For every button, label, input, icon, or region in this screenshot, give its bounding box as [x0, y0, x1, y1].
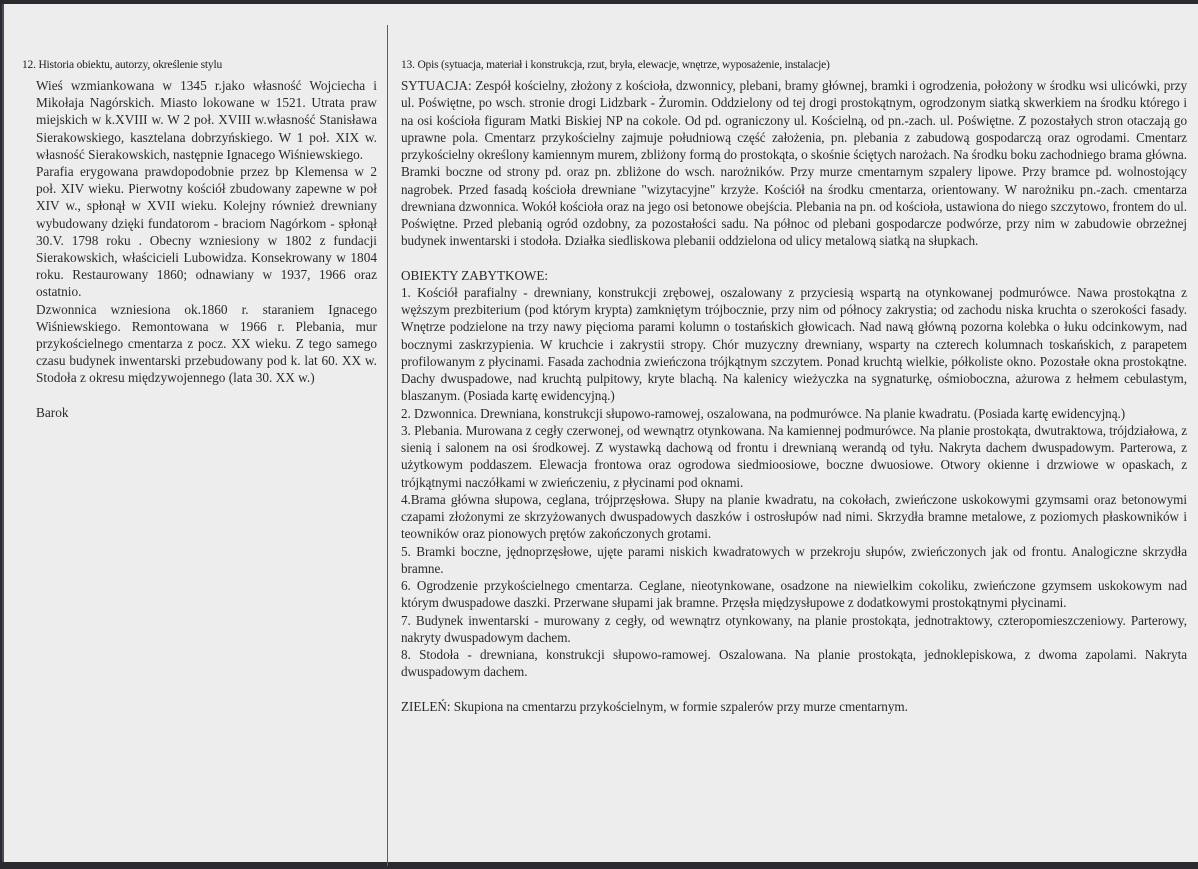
object-item: 3. Plebania. Murowana z cegły czerwonej, od wewnątrz otynkowana. Na kamiennej podmurówce. Na planie prostokąta, dwutraktowa, trójdziałowa, z sienią i salonem na osi środkowej. Z wystawką dachową od frontu i drewnianą werandą od tyłu. Nakryta dachem dwuspadowym. Parterowa, z użytkowym poddaszem. Elewacja frontowa oraz ogrodowa siedmioosiowe, boczne dwuosiowe. Otwory okienne i drzwiowe w opaskach, z trójkątnymi naczółkami w zwieńczeniu, z płycinami pod oknami. [401, 422, 1187, 490]
object-item: 2. Dzwonnica. Drewniana, konstrukcji słupowo-ramowej, oszalowana, na podmurówce. Na planie kwadratu. (Posiada kartę ewidencyjną.) [401, 405, 1126, 421]
object-item: 4.Brama główna słupowa, ceglana, trójprzęsłowa. Słupy na planie kwadratu, na cokołach, zwieńczone uskokowymi gzymsami oraz betonowymi czapami złożonymi ze skrzyżowanych dwuspadowych daszków i ostrosłupów nad nimi. Skrzydła bramne metalowe, z poziomych płaskowników i teowników oraz pionowych prętów zakończonych grotami. [401, 491, 1187, 542]
object-item: 5. Bramki boczne, jędnoprzęsłowe, ujęte parami niskich kwadratowych w przekroju słupów, zwieńczonych jak od frontu. Analogiczne skrzydła bramne. [401, 543, 1187, 576]
situation-paragraph: SYTUACJA: Zespół kościelny, złożony z kościoła, dzwonnicy, plebani, bramy głównej, bramki i ogrodzenia, położony w środku wsi ulicówki, przy ul. Poświętne, po wsch. stronie drogi Lidzbark - Żuromin. Oddzielony od tej drogi prostokątnym, ogrodzonym siatką skwerkiem na środku którego i na osi kościoła figuram Matki Biskiej NP na cokole. Od pd. ograniczony ul. Kościelną, od pn.-zach. ul. Poświętne. Z pozostałych stron otaczają go uprawne pola. Cmentarz przykościelny zajmuje południową część założenia, pn. plebania z zabudową gospodarczą oraz ogrodami. Cmentarz przykościelny określony kamiennym murem, zbliżony formą do prostokąta, o skośnie ściętych narożach. Na środku boku zachodniego brama główna. Bramki boczne od strony pd. oraz pn. zbliżone do wsch. narożników. Przy murze cmentarnym szpalery lipowe. Przy bramce pd. wolnostojący nagrobek. Przed fasadą kościoła drewniane "wizytacyjne" krzyże. Kościół na środku cmentarza, orientowany. W narożniku pn.-zach. cmentarza drewniana dzwonnica. Wokół kościoła oraz na jego osi betonowe obejścia. Plebania na pn. od kościoła, ustawiona do niego szczytowo, frontem do ul. Poświętne. Przed plebanią ogród ozdobny, za pozostałości sadu. Na północ od plebani gospodarcze podwórze, przy nim w zabudowie obrzeżnej budynek inwentarski i stodoła. Działka siedliskowa plebanii oddzielona od ulicy metalową siatką na słupkach. [401, 78, 1187, 249]
object-item: 8. Stodoła - drewniana, konstrukcji słupowo-ramowej. Oszalowana. Na planie prostokąta, jednoklepiskowa, z dwoma zapolami. Nakryta dwuspadowym dachem. [401, 647, 1187, 680]
object-item: 7. Budynek inwentarski - murowany z cegły, od wewnątrz otynkowany, na planie prostokąta, jednotraktowy, czteropomieszczeniowy. Parterowy, nakryty dwuspadowym dachem. [401, 612, 1187, 645]
description-section [401, 59, 1187, 715]
object-item: 1. Kościół parafialny - drewniany, konstrukcji zrębowej, oszalowany z przyciesią wspartą na otynkowanej podmurówce. Nawa prostokątna z węższym prezbiterium (pod którym krypta) zamkniętym trójbocznie, przy nim od północy zakrystia; od zachodu niska kruchta o szerokości fasady. Wnętrze podzielone na trzy nawy pięcioma parami kolumn o tostańskich głowicach. Nad nawą główną pozorna kolebka o łuku odcinkowym, nad bocznymi zaskrzypienia. W kruchcie i zakrystii stropy. Chór muzyczny drewniany, wsparty na czterech kolumnach toskańskich, z parapetem profilowanym z płycinami. Fasada zachodnia zwieńczona trójkątnym szczytem. Ponad kruchtą wielkie, półkoliste okno. Pozostałe okna prostokątne. Dachy dwuspadowe, nad kruchtą pulpitowy, kryte blachą. Na kalenicy wieżyczka na sygnaturkę, ośmioboczna, ażurowa z hełmem cebulastym, blaszanym. (Posiada kartę ewidencyjną.) [401, 284, 1187, 404]
history-paragraph: Dzwonnica wzniesiona ok.1860 r. staraniem Ignacego Wiśniewskiego. Remontowana w 1966 r. Plebania, mur przykościelnego cmentarza z pocz. XX wieku. Z tego samego czasu budynek inwentarski przebudowany pod k. lat 60. XX w. Stodoła z okresu międzywojennego (lata 30. XX w.) [36, 301, 377, 386]
object-item: 6. Ogrodzenie przykościelnego cmentarza. Ceglane, nieotynkowane, osadzone na niewielkim cokoliku, zwieńczone gzymsem uskokowym nad którym dwuspadowe daszki. Przerwane słupami jak bramne. Przęsła międzysłupowe z dodatkowymi prostokątnymi płycinami. [401, 578, 1187, 611]
objects-heading: OBIEKTY ZABYTKOWE: [401, 267, 548, 283]
style-label: Barok [36, 404, 69, 420]
history-heading: 12. Historia obiektu, autorzy, określenie stylu [22, 59, 223, 71]
column-divider [387, 25, 388, 866]
history-section [22, 59, 377, 421]
document-page [2, 4, 1198, 862]
greenery-paragraph: ZIELEŃ: Skupiona na cmentarzu przykościelnym, w formie szpalerów przy murze cmentarnym. [401, 698, 908, 714]
description-heading: 13. Opis (sytuacja, materiał i konstrukcja, rzut, bryła, elewacje, wnętrze, wyposażenie, instalacje) [401, 59, 830, 71]
history-paragraph: Wieś wzmiankowana w 1345 r.jako własność Wojciecha i Mikołaja Nagórskich. Miasto lokowane w 1521. Utrata praw miejskich w k.XVIII w. W 2 poł. XVIII w.własność Stanisława Sierakowskiego, kasztelana dobrzyńskiego. W 1 poł. XIX w. własność Sierakowskich, następnie Ignacego Wiśniewskiego. [36, 78, 377, 162]
history-paragraph: Parafia erygowana prawdopodobnie przez bp Klemensa w 2 poł. XIV wieku. Pierwotny kościół zbudowany zapewne w poł XIV w., spłonął w XVII wieku. Kolejny również drewniany wybudowany dzięki fundatorom - braciom Nagórkom - spłonął 30.V. 1798 roku . Obecny wzniesiony w 1802 z fundacji Sierakowskich, właścicieli Lubowidza. Konsekrowany w 1804 roku. Restaurowany 1860; odnawiany w 1937, 1966 oraz ostatnio. [36, 164, 377, 300]
